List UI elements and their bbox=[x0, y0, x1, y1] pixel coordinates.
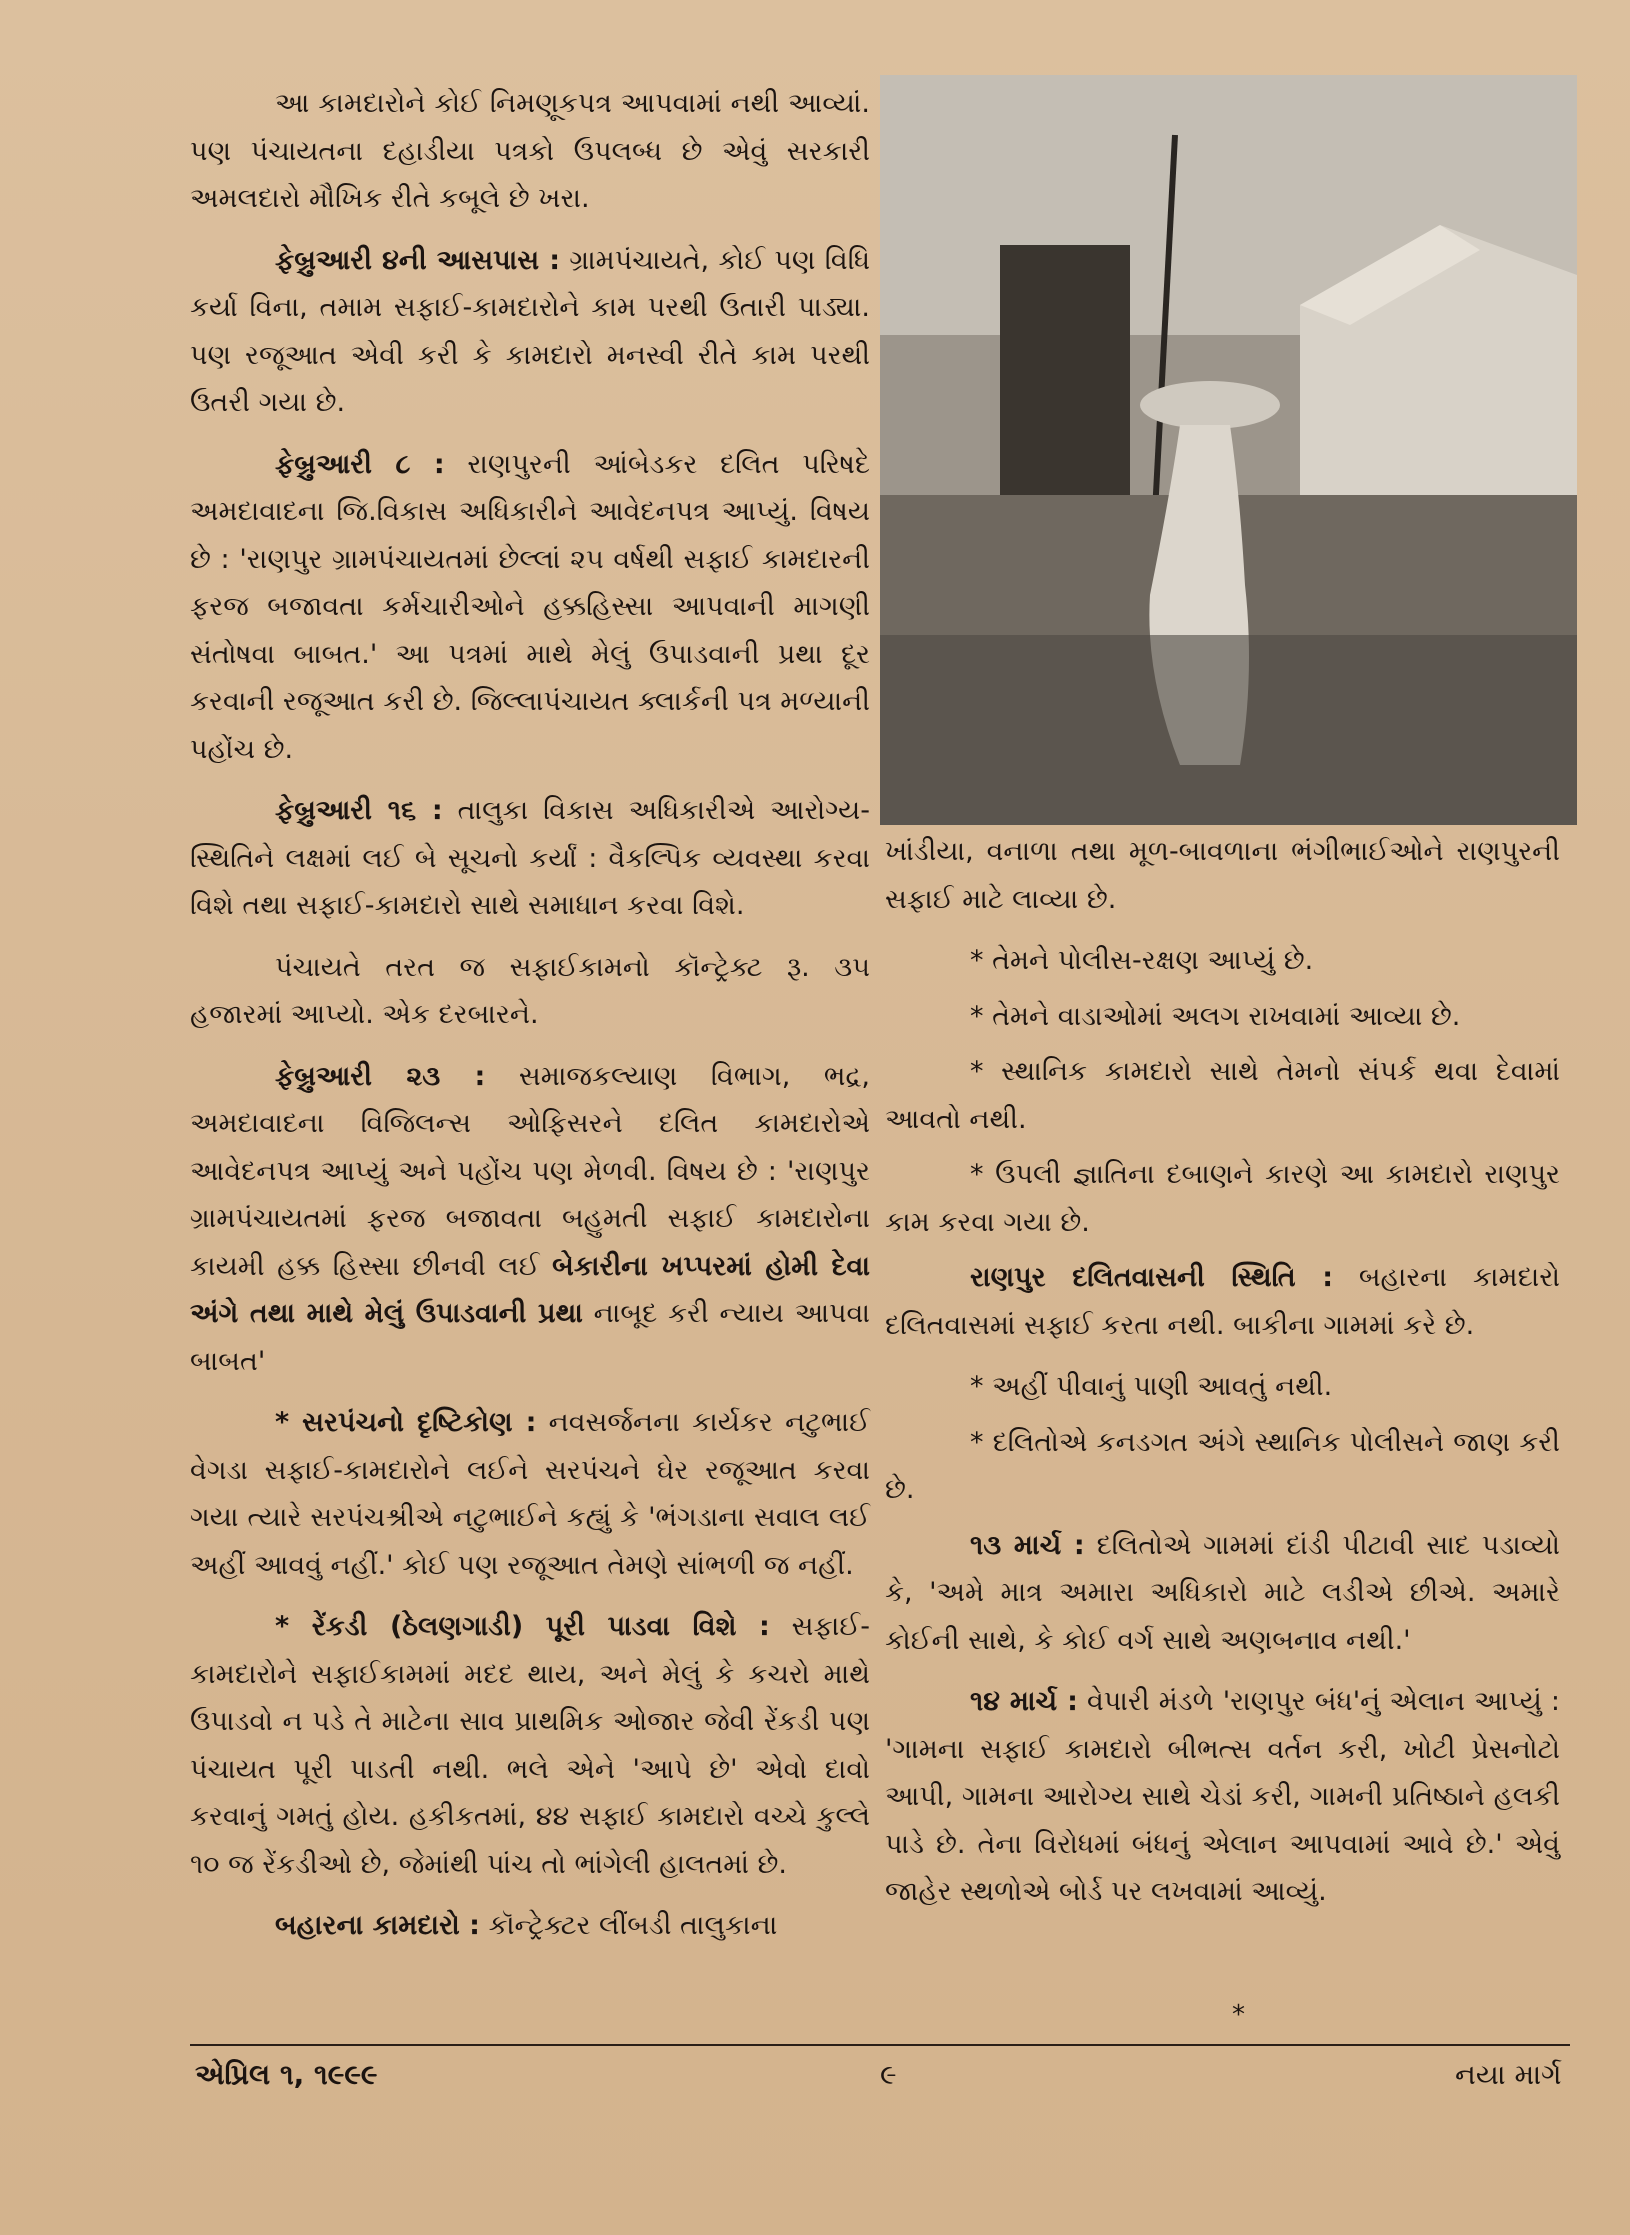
paragraph bbox=[190, 1902, 870, 1950]
bullet-item: * તેમને વાડાઓમાં અલગ રાખવામાં આવ્યા છે. bbox=[970, 1000, 1461, 1032]
paragraph-text: રાણપુરની આંબેડકર દલિત પરિષદે અમદાવાદના જિ.વિકાસ અધિકારીને આવેદનપત્ર આપ્યું. વિષય છે : 'રાણપુર ગ્રામપંચાયતમાં છેલ્લાં ૨૫ વર્ષથી સફાઈ કામદારની ફરજ બજાવતા કર્મચારીઓને હક્કહિસ્સા આપવાની માગણી સંતોષવા બાબત.' આ પત્રમાં માથે મેલું ઉપાડવાની પ્રથા દૂર કરવાની રજૂઆત કરી છે. જિલ્લાપંચાયત ક્લાર્કની પત્ર મળ્યાની પહોંચ છે. bbox=[190, 448, 870, 765]
paragraph-text: બહારના કામદારો દલિતવાસમાં સફાઈ કરતા નથી. બાકીના ગામમાં કરે છે. bbox=[885, 1262, 1560, 1341]
paragraph bbox=[190, 1053, 870, 1386]
photo-illustration bbox=[880, 75, 1577, 825]
paragraph-text: ગ્રામપંચાયતે, કોઈ પણ વિધિ કર્યા વિના, તમામ સફાઈ-કામદારોને કામ પરથી ઉતારી પાડ્યા. પણ રજૂઆત એવી કરી કે કામદારો મનસ્વી રીતે કામ પરથી ઉતરી ગયા છે. bbox=[190, 244, 871, 418]
paragraph bbox=[190, 1603, 870, 1888]
paragraph-text: દલિતોએ ગામમાં દાંડી પીટાવી સાદ પડાવ્યો કે, 'અમે માત્ર અમારા અધિકારો માટે લડીએ છીએ. અમારે કોઈની સાથે, કે કોઈ વર્ગ સાથે અણબનાવ નથી.' bbox=[885, 1529, 1560, 1656]
page-number: ૯ bbox=[880, 2058, 897, 2091]
paragraph bbox=[885, 1522, 1560, 1665]
paragraph-text: નવસર્જનના કાર્યકર નટુભાઈ વેગડા સફાઈ-કામદારોને લઈને સરપંચને ઘેર રજૂઆત કરવા ગયા ત્યારે સરપંચશ્રીએ નટુભાઈને કહ્યું કે 'ભંગડાના સવાલ લઈ અહીં આવવું નહીં.' કોઈ પણ રજૂઆત તેમણે સાંભળી જ નહીં. bbox=[190, 1407, 870, 1581]
footer-divider bbox=[190, 2044, 1570, 2046]
paragraph bbox=[190, 787, 870, 930]
paragraph-text: કૉન્ટ્રેક્ટર લીંબડી તાલુકાના bbox=[479, 1910, 778, 1941]
footer-date: એપ્રિલ ૧, ૧૯૯૯ bbox=[195, 2058, 378, 2091]
paragraph bbox=[190, 441, 870, 774]
publication-name: નયા માર્ગ bbox=[1455, 2058, 1562, 2091]
paragraph: પંચાયતે તરત જ સફાઈકામનો કૉન્ટ્રેક્ટ રૂ. ૩૫ હજારમાં આપ્યો. એક દરબારને. bbox=[190, 951, 870, 1030]
section-heading: * સરપંચનો દૃષ્ટિકોણ : bbox=[275, 1407, 537, 1438]
paragraph-text: નાબૂદ કરી ન્યાય આપવા બાબત' bbox=[190, 1298, 870, 1377]
paragraph-text: સમાજકલ્યાણ વિભાગ, ભદ્ર, અમદાવાદના વિજિલન્સ ઓફિસરને દલિત કામદારોએ આવેદનપત્ર આપ્યું અને પહોંચ પણ મેળવી. વિષય છે : 'રાણપુર ગ્રામપંચાયતમાં ફરજ બજાવતા બહુમતી સફાઈ કામદારોના કાયમી હક્ક હિસ્સા છીનવી લઈ bbox=[190, 1060, 871, 1282]
paragraph-text: તાલુકા વિકાસ અધિકારીએ આરોગ્ય-સ્થિતિને લક્ષમાં લઈ બે સૂચનો કર્યાં : વૈકલ્પિક વ્યવસ્થા કરવા વિશે તથા સફાઈ-કામદારો સાથે સમાધાન કરવા વિશે. bbox=[190, 795, 870, 921]
right-column bbox=[885, 828, 1560, 1930]
date-heading: ફેબ્રુઆરી ૧૬ : bbox=[275, 795, 443, 826]
bullet-item: * દલિતોએ કનડગત અંગે સ્થાનિક પોલીસને જાણ કરી છે. bbox=[885, 1426, 1560, 1505]
paragraph bbox=[885, 1254, 1560, 1349]
paragraph: આ કામદારોને કોઈ નિમણૂકપત્ર આપવામાં નથી આવ્યાં. પણ પંચાયતના દહાડીયા પત્રકો ઉપલબ્ધ છે એવું સરકારી અમલદારો મૌખિક રીતે કબૂલે છે ખરા. bbox=[190, 88, 870, 214]
bold-text: બેકારીના ખપ્પરમાં હોમી દેવા અંગે તથા માથે મેલું ઉપાડવાની પ્રથા bbox=[190, 1250, 870, 1329]
section-heading: બહારના કામદારો : bbox=[275, 1910, 480, 1941]
paragraph bbox=[885, 1678, 1560, 1916]
photograph bbox=[880, 75, 1577, 825]
bullet-item: * અહીં પીવાનું પાણી આવતું નથી. bbox=[970, 1371, 1333, 1402]
bullet-item: * તેમને પોલીસ-રક્ષણ આપ્યું છે. bbox=[970, 945, 1314, 976]
section-heading: * રેંકડી (ઠેલણગાડી) પૂરી પાડવા વિશે : bbox=[275, 1611, 770, 1642]
date-heading: ફેબ્રુઆરી ૪ની આસપાસ : bbox=[275, 244, 561, 276]
bullet-item: * સ્થાનિક કામદારો સાથે તેમનો સંપર્ક થવા દેવામાં આવતો નથી. bbox=[885, 1056, 1560, 1135]
section-heading: રાણપુર દલિતવાસની સ્થિતિ : bbox=[970, 1262, 1334, 1293]
paragraph bbox=[190, 237, 870, 427]
bullet-item: * ઉપલી જ્ઞાતિના દબાણને કારણે આ કામદારો રાણપુર કામ કરવા ગયા છે. bbox=[885, 1159, 1560, 1238]
date-heading: ૧૪ માર્ચ : bbox=[970, 1686, 1078, 1717]
paragraph bbox=[190, 1399, 870, 1589]
date-heading: ૧૩ માર્ચ : bbox=[970, 1529, 1085, 1561]
date-heading: ફેબ્રુઆરી ૨૩ : bbox=[275, 1060, 486, 1092]
date-heading: ફેબ્રુઆરી ૮ : bbox=[275, 448, 445, 480]
paragraph: ખાંડીયા, વનાળા તથા મૂળ-બાવળાના ભંગીભાઈઓને રાણપુરની સફાઈ માટે લાવ્યા છે. bbox=[885, 836, 1560, 915]
paragraph-text: વેપારી મંડળે 'રાણપુર બંધ'નું એલાન આપ્યું : 'ગામના સફાઈ કામદારો બીભત્સ વર્તન કરી, ખોટી પ્રેસનોટો આપી, ગામના આરોગ્ય સાથે ચેડાં કરી, ગામની પ્રતિષ્ઠાને હલકી પાડે છે. તેના વિરોધમાં બંધનું એલાન આપવામાં આવે છે.' એવું જાહેર સ્થળોએ બોર્ડ પર લખવામાં આવ્યું. bbox=[885, 1686, 1560, 1907]
paragraph-text: સફાઈ-કામદારોને સફાઈકામમાં મદદ થાય, અને મેલું કે કચરો માથે ઉપાડવો ન પડે તે માટેના સાવ પ્રાથમિક ઓજાર જેવી રેંકડી પણ પંચાયત પૂરી પાડતી નથી. ભલે એને 'આપે છે' એવો દાવો કરવાનું ગમતું હોય. હકીકતમાં, ૪૪ સફાઈ કામદારો વચ્ચે કુલ્લે ૧૦ જ રેંકડીઓ છે, જેમાંથી પાંચ તો ભાંગેલી હાલતમાં છે. bbox=[190, 1611, 870, 1880]
left-column bbox=[190, 80, 870, 1964]
section-end-star: * bbox=[1232, 2000, 1245, 2030]
